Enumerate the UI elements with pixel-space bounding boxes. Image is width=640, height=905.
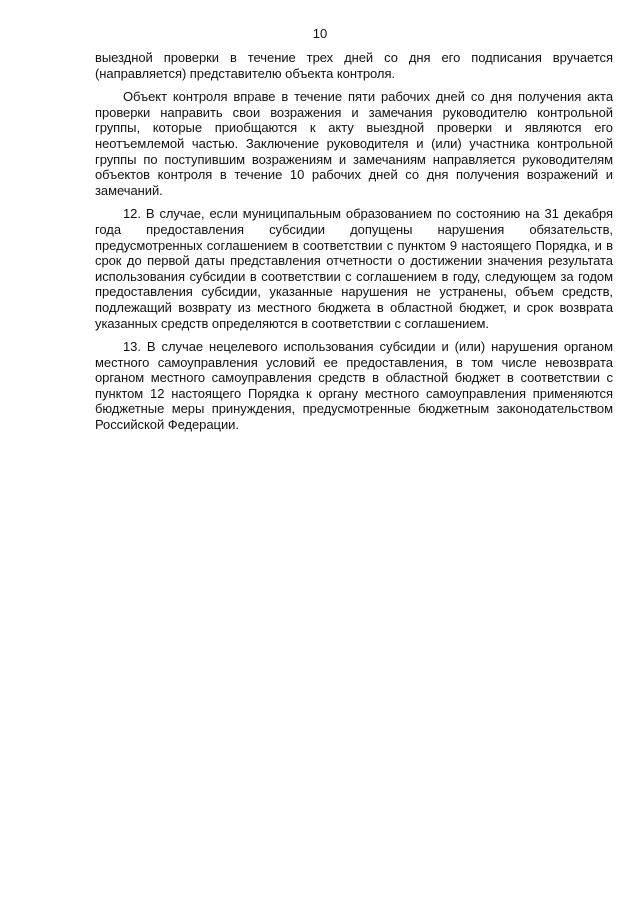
paragraph-item-13: 13. В случае нецелевого использования субсидии и (или) нарушения органом местного самоуправления условий ее предоставления, в том числе невозврата органом местного самоуправления средств в областной бюджет в соответствии с пунктом 12 настоящего Порядка к органу местного самоуправления применяются бюджетные меры принуждения, предусмотренные бюджетным законодательством Российской Федерации. [95,339,613,433]
paragraph-objection-rights: Объект контроля вправе в течение пяти рабочих дней со дня получения акта проверки направить свои возражения и замечания руководителю контрольной группы, которые приобщаются к акту выездной проверки и являются его неотъемлемой частью. Заключение руководителя и (или) участника контрольной группы по поступившим возражениям и замечаниям направляется руководителям объектов контроля в течение 10 рабочих дней со дня получения возражений и замечаний. [95,89,613,198]
paragraph-continuation: выездной проверки в течение трех дней со дня его подписания вручается (направляется) представителю объекта контроля. [95,50,613,81]
paragraph-item-12: 12. В случае, если муниципальным образованием по состоянию на 31 декабря года предоставления субсидии допущены нарушения обязательств, предусмотренных соглашением в соответствии с пунктом 9 настоящего Порядка, и в срок до первой даты представления отчетности о достижении значения результата использования субсидии в соответствии с соглашением в году, следующем за годом предоставления субсидии, указанные нарушения не устранены, объем средств, подлежащий возврату из местного бюджета в областной бюджет, и срок возврата указанных средств определяются в соответствии с соглашением. [95,206,613,331]
document-body [95,50,613,441]
page-number: 10 [312,26,328,41]
